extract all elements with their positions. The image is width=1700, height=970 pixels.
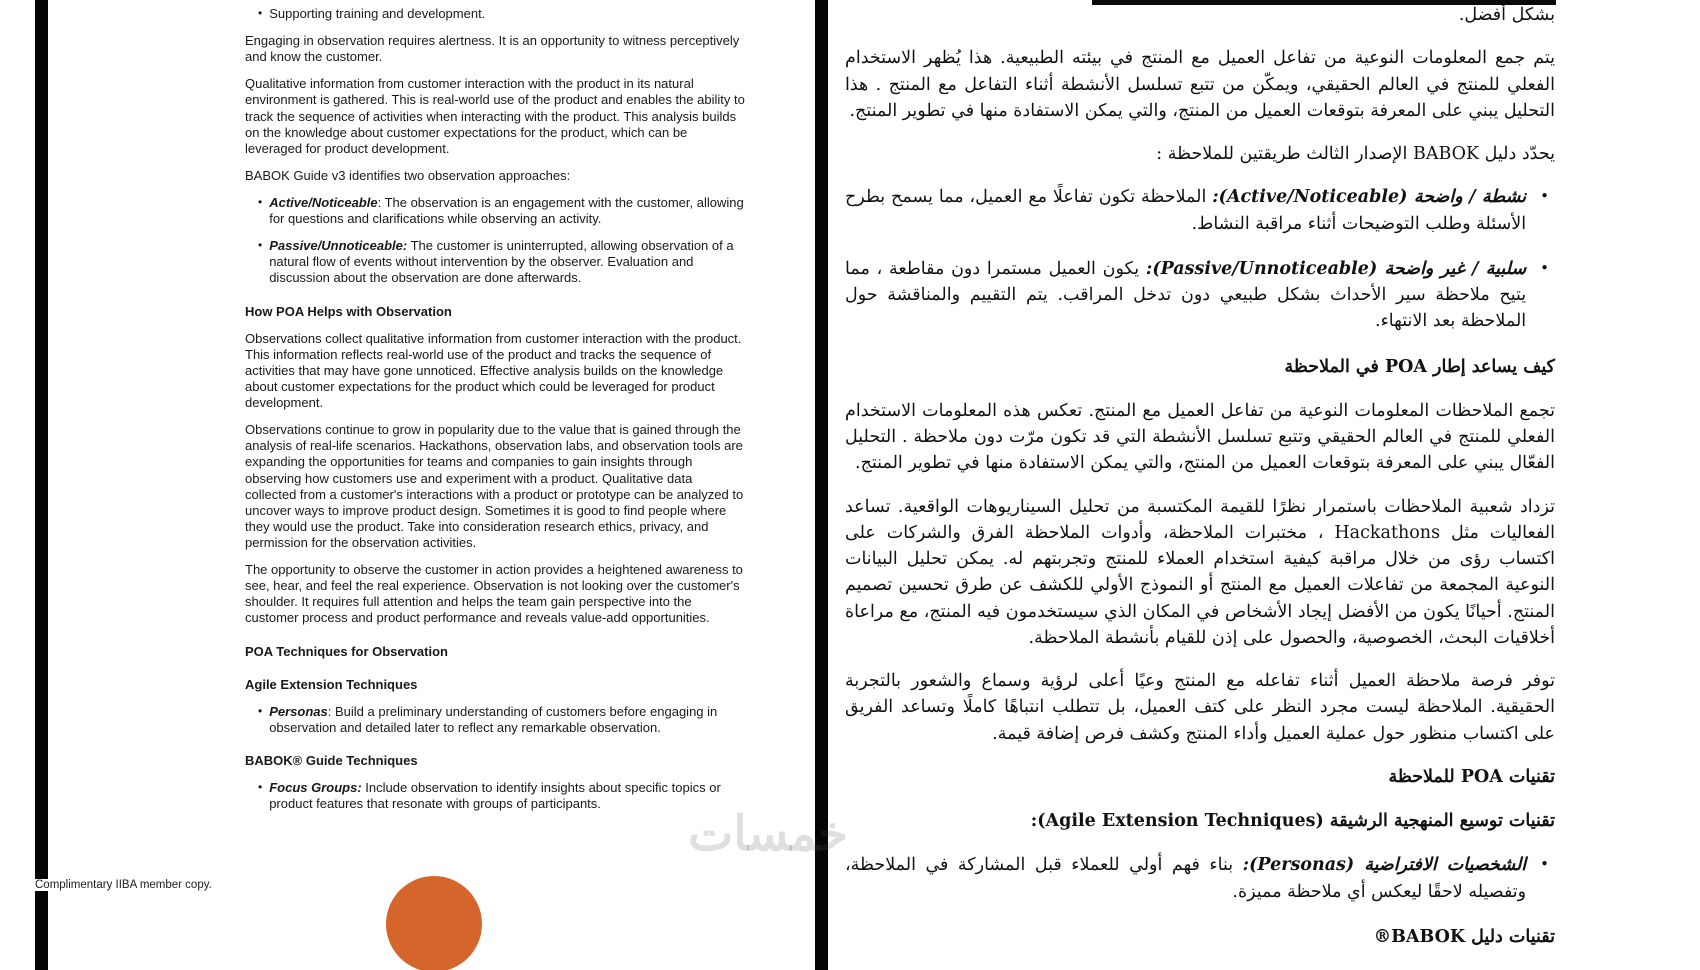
bullet-dot: • bbox=[258, 780, 263, 795]
bullet-lead: Focus Groups: bbox=[269, 780, 362, 796]
bullet-dot: • bbox=[1540, 855, 1549, 874]
section-heading: تقنيات POA للملاحظة bbox=[1388, 766, 1555, 787]
bullet-dot: • bbox=[258, 703, 263, 718]
bullet-dot: • bbox=[258, 6, 263, 20]
paragraph: Engaging in observation requires alertness. It is an opportunity to witness perceptively and know the customer. bbox=[245, 33, 740, 65]
bullet-text bbox=[845, 184, 1526, 237]
section-heading: تقنيات توسيع المنهجية الرشيقة (Agile Extension Techniques): bbox=[1030, 811, 1555, 831]
bullet-lead: سلبية / غير واضحة (Passive/Unnoticeable): bbox=[1145, 258, 1527, 279]
section-heading: كيف يساعد إطار POA في الملاحظة bbox=[1284, 356, 1555, 377]
paragraph: توفر فرصة ملاحظة العميل أثناء تفاعله مع المنتج وعيًا أعلى لرؤية وسماع والشعور بالتجربة الحقيقية. الملاحظة ليست مجرد النظر على كتف العميل، بل تتطلب انتباهًا كاملًا وتساعد الفريق على اكتساب منظور حول عملية العميل وأداء المنتج وكشف فرص إضافة قيمة. bbox=[845, 671, 1555, 744]
bullet-rest: يكون العميل مستمرا دون مقاطعة ، مما يتيح ملاحظة سير الأحداث بشكل طبيعي دون تدخل المراقب. يتم التقييم والمناقشة حول الملاحظة بعد الانتهاء. bbox=[845, 258, 1527, 332]
bullet-dot: • bbox=[258, 194, 263, 209]
bullet-lead: نشطة / واضحة (Active/Noticeable): bbox=[1212, 187, 1527, 208]
section-heading: تقنيات دليل BABOK® bbox=[1373, 926, 1555, 947]
bullet-dot: • bbox=[1540, 258, 1549, 277]
bullet-dot: • bbox=[1540, 187, 1549, 206]
bullet-item bbox=[845, 184, 1555, 237]
paragraph: يحدّد دليل BABOK الإصدار الثالث طريقتين للملاحظة : bbox=[1156, 144, 1555, 164]
bullet-lead: Personas bbox=[269, 703, 328, 719]
bullet-rest: الملاحظة تكون تفاعلًا مع العميل، مما يسمح بطرح الأسئلة وطلب التوضيحات أثناء مراقبة النشاط. bbox=[845, 187, 1527, 234]
paragraph: The opportunity to observe the customer in action provides a heightened awareness to see, hear, and feel the real experience. Observation is not looking over the customer's shoulder. It requires full attention and helps the team gain perspective into the customer process and product performance and reveals value-add opportunities. bbox=[245, 562, 743, 626]
bullet-text bbox=[269, 195, 745, 227]
english-page-content bbox=[245, 6, 745, 823]
section-heading: BABOK® Guide Techniques bbox=[245, 752, 418, 768]
right-page-edge-bar bbox=[815, 0, 828, 970]
bullet-dot: • bbox=[258, 238, 263, 253]
section-heading: POA Techniques for Observation bbox=[245, 643, 448, 659]
paragraph: Qualitative information from customer interaction with the product in its natural environment is gathered. This is real-world use of the product and enables the ability to track the sequence of activities when interacting with the product. This analysis builds on the knowledge about customer expectations for the product, which can be leveraged for product development. bbox=[245, 76, 745, 156]
paragraph: BABOK Guide v3 identifies two observation approaches: bbox=[245, 167, 571, 183]
paragraph: يتم جمع المعلومات النوعية من تفاعل العميل مع المنتج في بيئته الطبيعية. هذا يُظهر الاستخدام الفعلي للمنتج في العالم الحقيقي، ويمكّن من تتبع تسلسل الأنشطة أثناء التفاعل مع المنتج . هذا التحليل يبني على المعرفة بتوقعات العميل من المنتج، والتي يمكن الاستفادة منها في تطوير المنتج. bbox=[845, 48, 1555, 121]
section-heading: Agile Extension Techniques bbox=[245, 676, 418, 692]
bullet-rest: : Build a preliminary understanding of customers before engaging in observation and detailed later to reflect any remarkable observation. bbox=[269, 703, 718, 735]
bullet-item bbox=[245, 780, 745, 812]
member-copy-note: Complimentary IIBA member copy. bbox=[35, 879, 218, 891]
section-heading: How POA Helps with Observation bbox=[245, 303, 452, 319]
bullet-item bbox=[845, 256, 1555, 335]
paragraph: تزداد شعبية الملاحظات باستمرار نظرًا للقيمة المكتسبة من تحليل السيناريوهات الواقعية. تساعد الفعاليات مثل Hackathons ، مختبرات الملاحظة، وأدوات الملاحظة الفرق والشركات على اكتساب رؤى من خلال مراقبة كيفية استخدام العملاء للمنتج وتجربتهم له. يمكن تحليل البيانات النوعية المجمعة من تفاعلات العميل مع المنتج أو النموذج الأولي للكشف عن طرق تحسين تصميم المنتج. أحيانًا يكون من الأفضل إيجاد الأشخاص في المكان الذي سيستخدمون فيه المنتج، مع مراعاة أخلاقيات البحث، الخصوصية، والحصول على إذن للقيام بأنشطة الملاحظة. bbox=[845, 496, 1556, 648]
left-page-edge-bar bbox=[35, 0, 48, 970]
bullet-item bbox=[845, 852, 1555, 905]
bullet-item bbox=[245, 238, 745, 286]
bullet-text bbox=[269, 704, 745, 736]
bullet-text bbox=[269, 238, 745, 286]
bullet-lead: Active/Noticeable bbox=[269, 194, 378, 210]
bullet-lead: Passive/Unnoticeable: bbox=[269, 238, 408, 254]
arabic-page-content bbox=[845, 2, 1555, 968]
watermark: خمسات bbox=[688, 806, 849, 862]
paragraph: Observations collect qualitative information from customer interaction with the product. This information reflects real-world use of the product and tracks the sequence of activities that may have gone unnoticed. Effective analysis builds on the knowledge about customer expectations for the product which could be leveraged for product development. bbox=[245, 330, 742, 411]
bullet-lead: الشخصيات الافتراضية (Personas): bbox=[1242, 855, 1527, 876]
paragraph: Observations continue to grow in popularity due to the value that is gained through the analysis of real-life scenarios. Hackathons, observation labs, and observation tools are expanding the opportunities for teams and companies to gain insights through observing how customers use and experiment with a product. Qualitative data collected from a customer's interactions with a product or prototype can be analyzed to uncover ways to improve product design. Sometimes it is good to find people where they would use the product. Take into consideration research ethics, privacy, and permission for the observation activities. bbox=[245, 422, 744, 550]
bullet-rest: بناء فهم أولي للعملاء قبل المشاركة في الملاحظة، وتفصيله لاحقًا ليعكس أي ملاحظة مميزة. bbox=[845, 855, 1527, 902]
paragraph: تجمع الملاحظات المعلومات النوعية من تفاعل العميل مع المنتج. تعكس هذه المعلومات الاستخدام الفعلي للمنتج في العالم الحقيقي وتتبع تسلسل الأنشطة التي قد تكون مرّت دون ملاحظة . التحليل الفعّال يبني على المعرفة بتوقعات العميل من المنتج، والتي يمكن الاستفادة منها في تطوير المنتج. bbox=[845, 400, 1555, 474]
bullet-rest: : The observation is an engagement with the customer, allowing for questions and clarifications while observing an activity. bbox=[269, 194, 744, 227]
bullet-item bbox=[245, 6, 745, 22]
bullet-text bbox=[845, 256, 1526, 335]
bullet-text bbox=[269, 780, 745, 812]
iiba-logo-circle bbox=[386, 876, 482, 970]
bullet-text bbox=[845, 852, 1526, 905]
bullet-text: Supporting training and development. bbox=[269, 6, 486, 21]
bullet-item bbox=[245, 704, 745, 736]
paragraph: بشكل أفضل. bbox=[1458, 5, 1555, 25]
bullet-rest: The customer is uninterrupted, allowing observation of a natural flow of events without intervention by the observer. Evaluation and discussion about the observation are done afterwards. bbox=[269, 238, 734, 286]
bullet-rest: Include observation to identify insights about specific topics or product features that resonate with groups of participants. bbox=[269, 780, 721, 812]
bullet-item bbox=[245, 195, 745, 227]
